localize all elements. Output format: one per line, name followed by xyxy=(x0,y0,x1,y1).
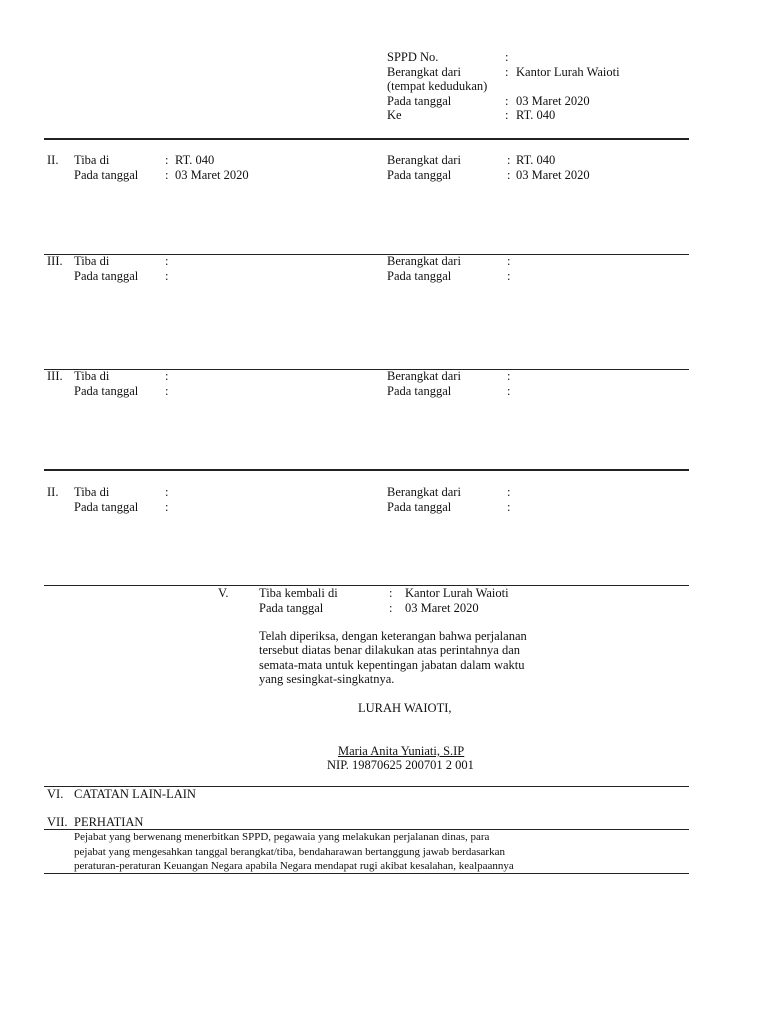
section-number: III. xyxy=(47,369,63,383)
section-number: II. xyxy=(47,153,59,167)
statement-line: tersebut diatas benar dilakukan atas perintahnya dan xyxy=(259,643,521,657)
pada-tanggal-label: Pada tanggal xyxy=(74,500,139,514)
section-number: VII. xyxy=(47,815,68,829)
pada-tanggal-colon: : xyxy=(165,269,169,283)
pada-tanggal-colon: : xyxy=(165,384,169,398)
berangkat-dari-label: Berangkat dari xyxy=(387,254,461,268)
section-number: II. xyxy=(47,485,59,499)
section-number: III. xyxy=(47,254,63,268)
pada-tanggal-value: 03 Maret 2020 xyxy=(175,168,249,182)
tempat-kedudukan-label: (tempat kedudukan) xyxy=(387,79,488,93)
berangkat-dari-label: Berangkat dari xyxy=(387,153,461,167)
divider xyxy=(44,369,689,370)
pada-tanggal-label: Pada tanggal xyxy=(387,384,452,398)
tiba-di-colon: : xyxy=(165,369,169,383)
pada-tanggal-colon: : xyxy=(505,94,509,108)
divider xyxy=(44,254,689,255)
tiba-di-value: RT. 040 xyxy=(175,153,215,167)
divider xyxy=(44,585,689,586)
berangkat-dari-colon: : xyxy=(507,369,511,383)
tiba-kembali-colon: : xyxy=(389,586,393,600)
pada-tanggal-colon: : xyxy=(507,500,511,514)
berangkat-dari-label: Berangkat dari xyxy=(387,369,461,383)
statement-line: yang sesingkat-singkatnya. xyxy=(259,672,395,686)
section-number: V. xyxy=(218,586,229,600)
berangkat-dari-label: Berangkat dari xyxy=(387,485,461,499)
pada-tanggal-colon: : xyxy=(507,269,511,283)
catatan-heading: CATATAN LAIN-LAIN xyxy=(74,787,196,801)
tiba-kembali-label: Tiba kembali di xyxy=(259,586,338,600)
berangkat-dari-value: Kantor Lurah Waioti xyxy=(516,65,620,79)
divider xyxy=(44,873,689,874)
ke-colon: : xyxy=(505,108,509,122)
signer-name: Maria Anita Yuniati, S.IP xyxy=(338,744,465,758)
perhatian-line: Pejabat yang berwenang menerbitkan SPPD, pegawaia yang melakukan perjalanan dinas, para xyxy=(74,831,490,843)
pada-tanggal-colon: : xyxy=(389,601,393,615)
ke-label: Ke xyxy=(387,108,402,122)
signer-title: LURAH WAIOTI, xyxy=(358,701,452,715)
tiba-di-label: Tiba di xyxy=(74,485,110,499)
pada-tanggal-colon: : xyxy=(507,384,511,398)
berangkat-dari-label: Berangkat dari xyxy=(387,65,461,79)
tiba-di-colon: : xyxy=(165,254,169,268)
pada-tanggal-colon: : xyxy=(507,168,511,182)
sppd-no-label: SPPD No. xyxy=(387,50,439,64)
pada-tanggal-colon: : xyxy=(165,168,169,182)
pada-tanggal-value: 03 Maret 2020 xyxy=(516,168,590,182)
divider xyxy=(44,469,689,471)
tiba-di-label: Tiba di xyxy=(74,254,110,268)
pada-tanggal-label: Pada tanggal xyxy=(74,384,139,398)
divider xyxy=(44,138,689,140)
perhatian-line: peraturan-peraturan Keuangan Negara apabila Negara mendapat rugi akibat kesalahan, kealpaannya xyxy=(74,860,514,872)
signer-nip: NIP. 19870625 200701 2 001 xyxy=(327,758,474,772)
tiba-di-label: Tiba di xyxy=(74,369,110,383)
section-number: VI. xyxy=(47,787,64,801)
pada-tanggal-value: 03 Maret 2020 xyxy=(405,601,479,615)
pada-tanggal-label: Pada tanggal xyxy=(387,168,452,182)
pada-tanggal-label: Pada tanggal xyxy=(387,269,452,283)
berangkat-dari-colon: : xyxy=(507,153,511,167)
tiba-kembali-value: Kantor Lurah Waioti xyxy=(405,586,509,600)
perhatian-heading: PERHATIAN xyxy=(74,815,144,829)
pada-tanggal-label: Pada tanggal xyxy=(387,500,452,514)
ke-value: RT. 040 xyxy=(516,108,556,122)
pada-tanggal-label: Pada tanggal xyxy=(74,168,139,182)
statement-line: semata-mata untuk kepentingan jabatan dalam waktu xyxy=(259,658,525,672)
pada-tanggal-label: Pada tanggal xyxy=(387,94,452,108)
pada-tanggal-value: 03 Maret 2020 xyxy=(516,94,590,108)
tiba-di-colon: : xyxy=(165,485,169,499)
pada-tanggal-colon: : xyxy=(165,500,169,514)
pada-tanggal-label: Pada tanggal xyxy=(259,601,324,615)
berangkat-dari-colon: : xyxy=(507,254,511,268)
perhatian-line: pejabat yang mengesahkan tanggal berangkat/tiba, bendaharawan bertanggung jawab berdasarkan xyxy=(74,846,505,858)
statement-line: Telah diperiksa, dengan keterangan bahwa perjalanan xyxy=(259,629,527,643)
berangkat-dari-value: RT. 040 xyxy=(516,153,556,167)
tiba-di-colon: : xyxy=(165,153,169,167)
sppd-no-colon: : xyxy=(505,50,509,64)
berangkat-dari-colon: : xyxy=(505,65,509,79)
tiba-di-label: Tiba di xyxy=(74,153,110,167)
pada-tanggal-label: Pada tanggal xyxy=(74,269,139,283)
berangkat-dari-colon: : xyxy=(507,485,511,499)
